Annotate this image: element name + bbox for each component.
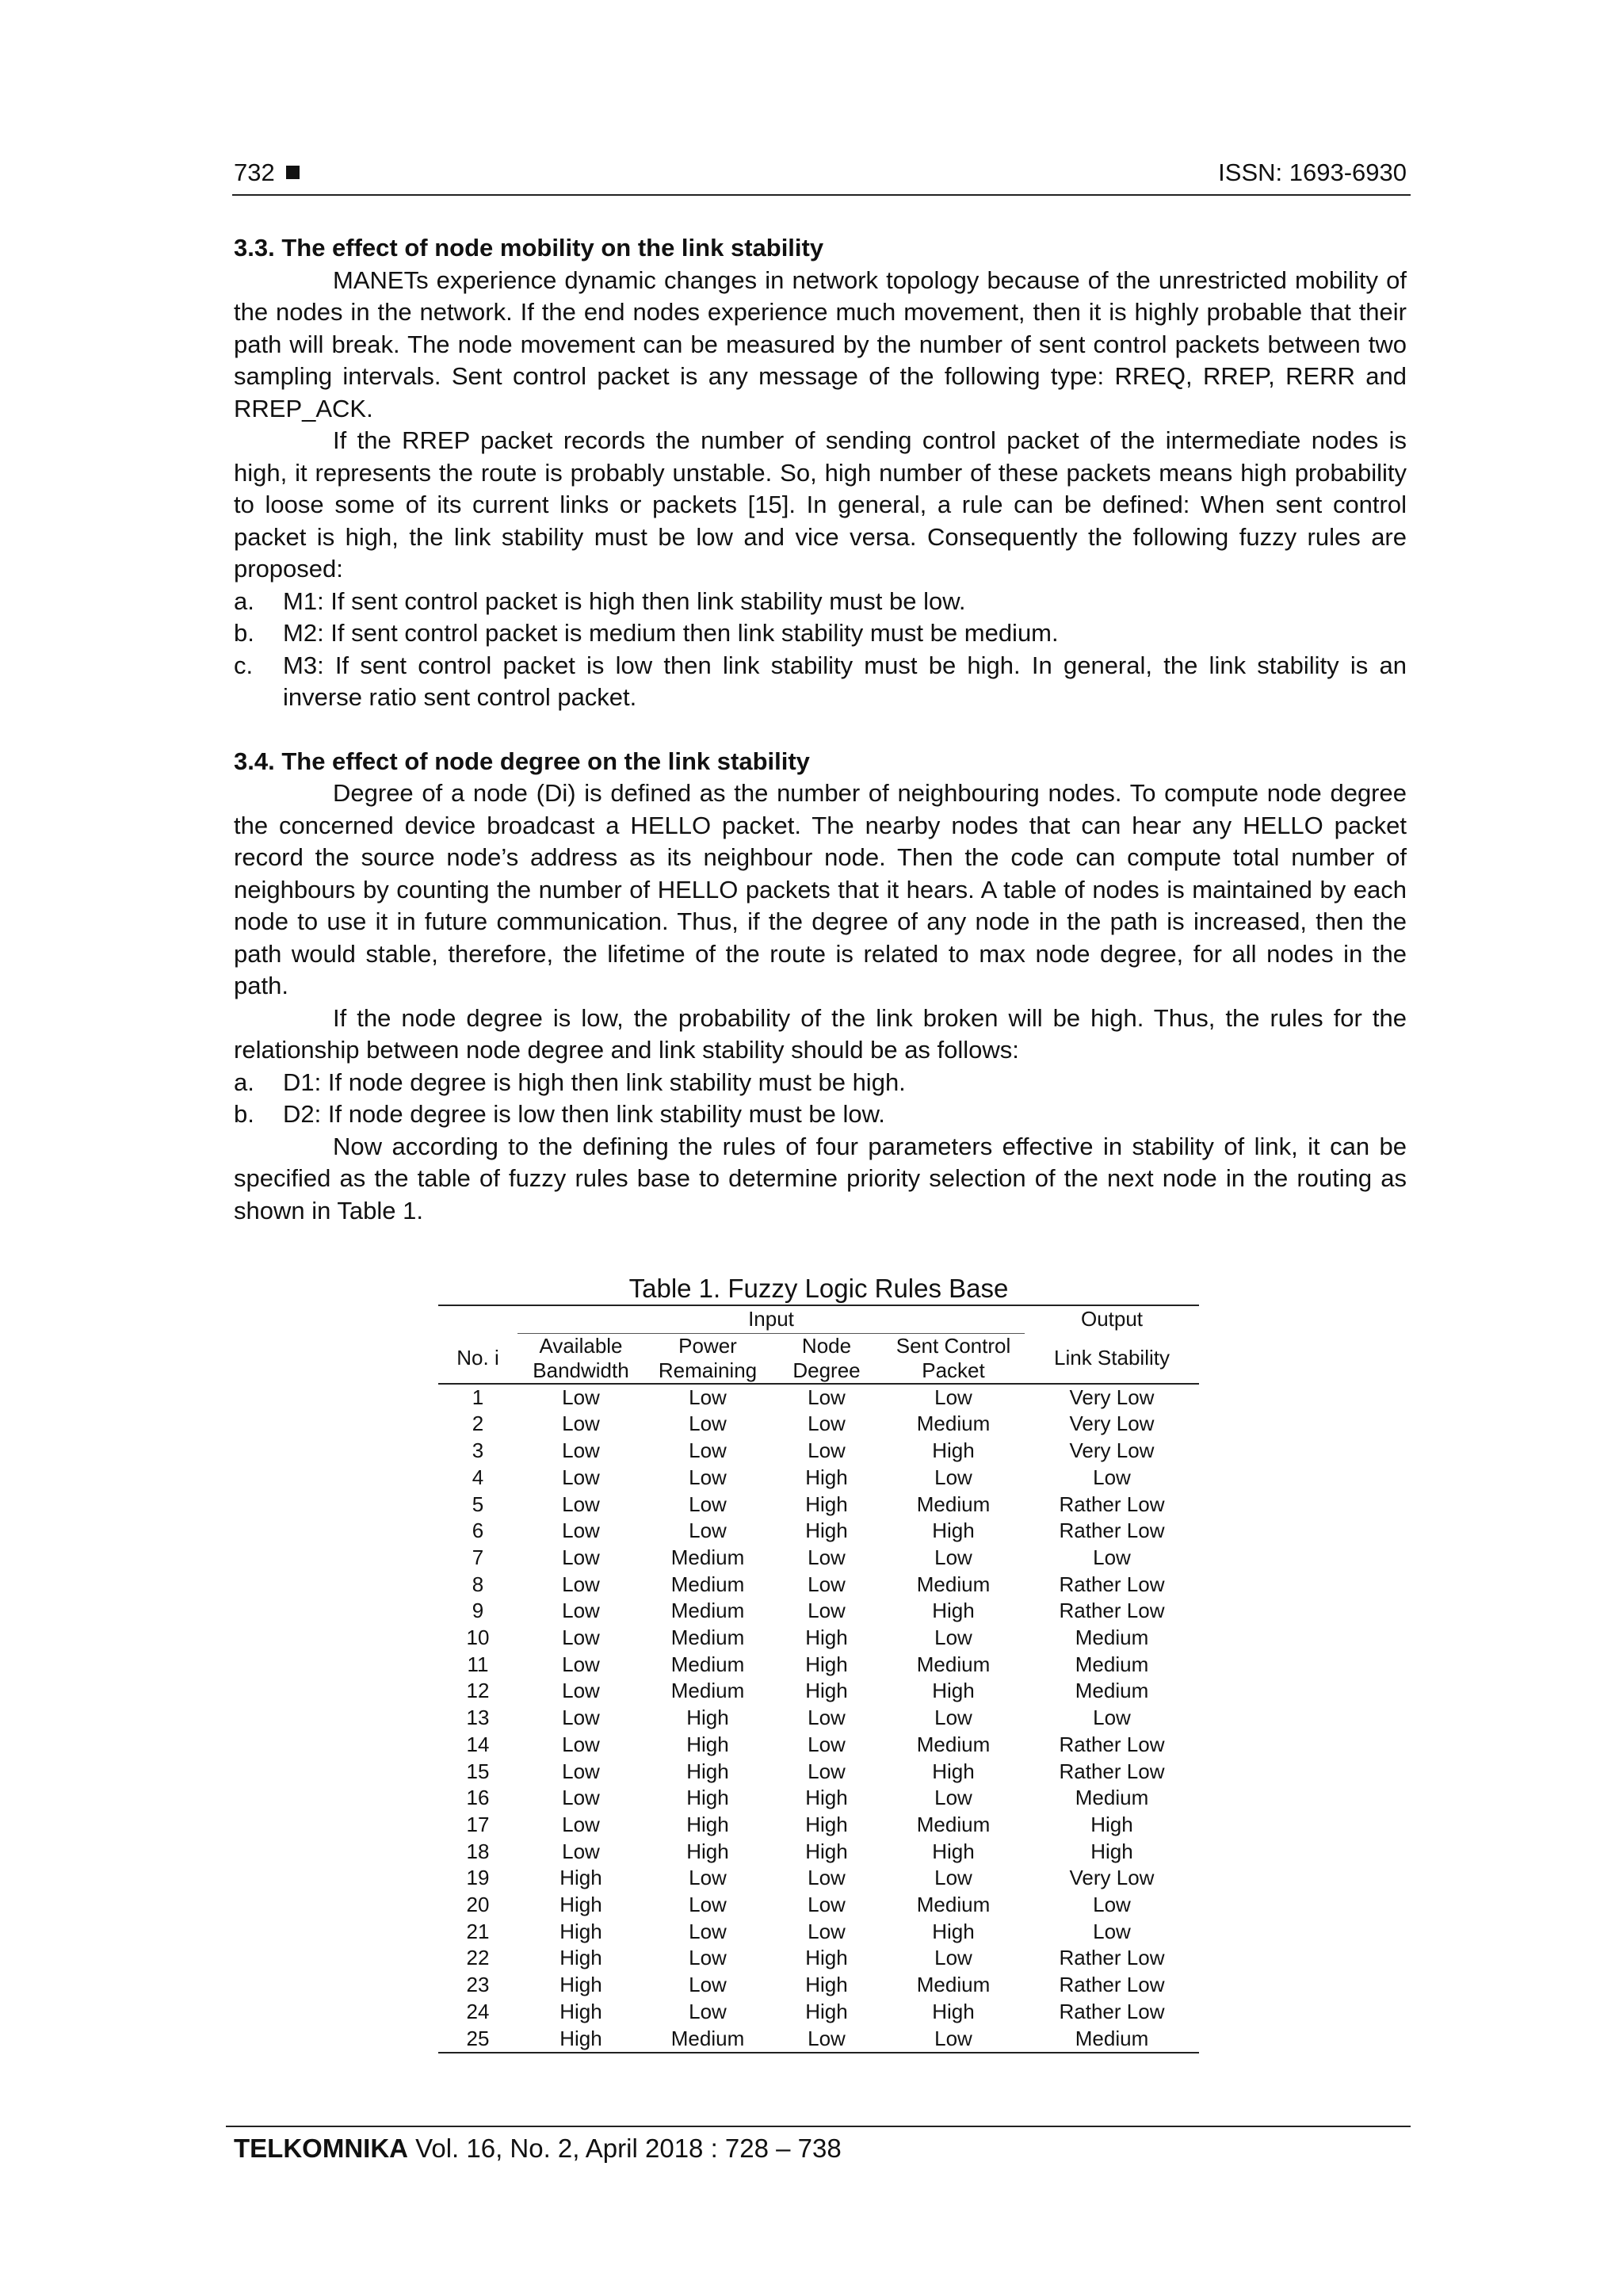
table-cell: Medium (1025, 2026, 1199, 2053)
table-cell: Low (689, 1893, 727, 1917)
table-cell: Medium (916, 1652, 991, 1676)
table-cell: High (805, 1492, 848, 1516)
table-cell: 24 (466, 1999, 490, 2023)
table-cell: High (805, 1839, 848, 1863)
table-cell: High (805, 1519, 848, 1543)
table-cell: Low (562, 1438, 600, 1463)
table-row (438, 1812, 1199, 1839)
table-cell: Low (1093, 1919, 1131, 1943)
table-cell: High (559, 1999, 602, 2023)
table-cell: Medium (670, 1545, 745, 1569)
table-row (438, 2026, 1199, 2053)
table-cell: Low (689, 1492, 727, 1516)
table-cell: Low (882, 2026, 1025, 2053)
table-cell: 8 (472, 1572, 484, 1596)
table-cell: High (932, 1438, 975, 1463)
table-cell: Medium (1075, 1679, 1149, 1703)
table-cell: 2 (472, 1412, 484, 1436)
table-cell: Low (808, 1759, 846, 1783)
degree-rules-list (234, 1067, 1407, 1131)
table-cell: Low (689, 1519, 727, 1543)
table-cell: Low (689, 1973, 727, 1997)
table-cell: High (805, 1465, 848, 1489)
table-cell: Low (562, 1572, 600, 1596)
table-cell: High (805, 1786, 848, 1810)
table-cell: Low (934, 1385, 972, 1409)
table-cell: High (805, 1946, 848, 1970)
list-item: b. D2: If node degree is low then link stability must be low. (234, 1100, 885, 1128)
table-cell: Low (934, 1626, 972, 1650)
table-cell: High (559, 1893, 602, 1917)
table-row (438, 1678, 1199, 1705)
table-cell: Low (808, 1438, 846, 1463)
table-row (438, 1652, 1199, 1679)
table-cell: High (805, 1999, 848, 2023)
table-cell: Low (562, 1679, 600, 1703)
table-row (438, 1945, 1199, 1972)
table-cell: Low (808, 1385, 846, 1409)
table-cell: High (1090, 1812, 1133, 1836)
table-row (438, 1999, 1199, 2026)
table-cell: High (517, 2026, 644, 2053)
table-row (438, 1598, 1199, 1625)
table-row (438, 1732, 1199, 1759)
table-row (438, 1785, 1199, 1812)
header-power-remaining: Power Remaining (644, 1333, 771, 1384)
table-cell: 1 (472, 1385, 484, 1409)
table-cell: High (686, 1812, 729, 1836)
header-link-stability: Link Stability (1025, 1333, 1199, 1384)
table-cell: Medium (916, 1812, 991, 1836)
table-cell: 17 (466, 1812, 490, 1836)
table-row (438, 1518, 1199, 1545)
table-cell: 9 (472, 1599, 484, 1623)
table-cell: Low (562, 1599, 600, 1623)
table-body (438, 1384, 1199, 2053)
table-cell: Low (689, 1438, 727, 1463)
table-cell: 25 (438, 2026, 517, 2053)
table-cell: Medium (916, 1492, 991, 1516)
table-cell: Low (934, 1545, 972, 1569)
table-row (438, 1705, 1199, 1732)
table-cell: Rather Low (1059, 1999, 1165, 2023)
table-row (438, 1384, 1199, 1412)
section-heading-3-3: 3.3. The effect of node mobility on the link stability (234, 234, 824, 262)
table-cell: Low (808, 1893, 846, 1917)
footer-divider (226, 2126, 1411, 2127)
table-cell: High (932, 1599, 975, 1623)
table-cell: 7 (472, 1545, 484, 1569)
table-cell: Very Low (1069, 1412, 1155, 1436)
table-cell: Rather Low (1059, 1572, 1165, 1596)
table-cell: Medium (916, 1732, 991, 1756)
table-cell: Medium (916, 1973, 991, 1997)
table-cell: Low (562, 1626, 600, 1650)
table-row (438, 1545, 1199, 1572)
header-sent-control-packet: Sent Control Packet (882, 1333, 1025, 1384)
table-cell: Rather Low (1059, 1732, 1165, 1756)
table-row (438, 1892, 1199, 1919)
citation: Vol. 16, No. 2, April 2018 : 728 – 738 (415, 2134, 842, 2163)
table-cell: Medium (670, 1652, 745, 1676)
table-cell: High (805, 1679, 848, 1703)
table-cell: Low (808, 1572, 846, 1596)
table-cell: Low (808, 1866, 846, 1890)
table-cell: High (805, 1973, 848, 1997)
table-cell: 21 (466, 1919, 490, 1943)
table-cell: High (686, 1839, 729, 1863)
table-cell: Rather Low (1059, 1973, 1165, 1997)
table-cell: Low (562, 1706, 600, 1730)
issn: ISSN: 1693-6930 (1218, 159, 1407, 186)
header-available-bandwidth: Available Bandwidth (517, 1333, 644, 1384)
table-cell: Medium (916, 1412, 991, 1436)
table-cell: 15 (466, 1759, 490, 1783)
body-text (234, 232, 1407, 1227)
table-cell: Low (689, 1385, 727, 1409)
table-row (438, 1572, 1199, 1599)
table-row (438, 1465, 1199, 1492)
fuzzy-rules-table (438, 1305, 1199, 2053)
table-cell: Low (934, 1866, 972, 1890)
table-row (438, 1759, 1199, 1786)
table-cell: Low (1093, 1545, 1131, 1569)
list-item: a. M1: If sent control packet is high then link stability must be low. (234, 586, 966, 615)
header-input-group: Input (517, 1305, 1025, 1333)
table-cell: High (805, 1812, 848, 1836)
table-cell: Rather Low (1059, 1759, 1165, 1783)
list-item: b. M2: If sent control packet is medium then link stability must be medium. (234, 619, 1059, 647)
table-cell: 6 (472, 1519, 484, 1543)
table-cell: High (932, 1919, 975, 1943)
paragraph: If the node degree is low, the probability of the link broken will be high. Thus, the rules for the relationship between node degree and link stability should be as follows: (234, 1003, 1407, 1064)
table-row (438, 1492, 1199, 1519)
table-cell: Medium (670, 1572, 745, 1596)
table-cell: 5 (472, 1492, 484, 1516)
table-row (438, 1625, 1199, 1652)
table-cell: 22 (466, 1946, 490, 1970)
table-cell: Low (562, 1492, 600, 1516)
table-cell: Low (689, 1412, 727, 1436)
table-cell: 20 (466, 1893, 490, 1917)
table-cell: Low (934, 1706, 972, 1730)
table-cell: 10 (466, 1626, 490, 1650)
table-caption: Table 1. Fuzzy Logic Rules Base (628, 1274, 1009, 1303)
page-number: 732 (234, 157, 300, 189)
table-row (438, 1919, 1199, 1946)
table-cell: Low (934, 1946, 972, 1970)
table-cell: Low (1093, 1465, 1131, 1489)
table-cell: Low (771, 2026, 882, 2053)
table-cell: Medium (916, 1572, 991, 1596)
table-cell: Very Low (1069, 1866, 1155, 1890)
table-cell: 19 (466, 1866, 490, 1890)
table-cell: Low (808, 1545, 846, 1569)
table-cell: Low (562, 1519, 600, 1543)
table-cell: Medium (1075, 1786, 1149, 1810)
paragraph: Degree of a node (Di) is defined as the number of neighbouring nodes. To compute node degree the concerned device broadcast a HELLO packet. The nearby nodes that can hear any HELLO packet record the source node’s address as its neighbour node. Then the code can compute total number of neighbours by counting the number of HELLO packets that it hears. A table of nodes is maintained by each node to use it in future communication. Thus, if the degree of any node in the path is increased, then the path would stable, therefore, the lifetime of the route is related to max node degree, for all nodes in the path. (234, 779, 1407, 999)
table-cell: Low (808, 1919, 846, 1943)
table-cell: High (559, 1973, 602, 1997)
table-cell: 23 (466, 1973, 490, 1997)
table-cell: Rather Low (1059, 1946, 1165, 1970)
paragraph: If the RREP packet records the number of sending control packet of the intermediate nodes is high, it represents the route is probably unstable. So, high number of these packets means high probability to loose some of its current links or packets [15]. In general, a rule can be defined: When sent control packet is high, the link stability must be low and vice versa. Consequently the following fuzzy rules are proposed: (234, 426, 1407, 583)
table-row (438, 1411, 1199, 1438)
table-cell: 13 (466, 1706, 490, 1730)
table-cell: Low (1093, 1706, 1131, 1730)
table-cell: 12 (466, 1679, 490, 1703)
table-cell: Low (808, 1706, 846, 1730)
table-cell: Low (934, 1786, 972, 1810)
table-cell: High (686, 1759, 729, 1783)
table-cell: High (932, 1759, 975, 1783)
table-cell: 3 (472, 1438, 484, 1463)
table-cell: Medium (1075, 1626, 1149, 1650)
table-cell: 18 (466, 1839, 490, 1863)
table-cell: High (1090, 1839, 1133, 1863)
table-cell: Rather Low (1059, 1519, 1165, 1543)
table-1 (438, 1273, 1199, 2053)
table-cell: Medium (670, 1599, 745, 1623)
table-cell: Very Low (1069, 1385, 1155, 1409)
table-cell: Medium (670, 1679, 745, 1703)
table-cell: Low (689, 1999, 727, 2023)
table-cell: Low (562, 1839, 600, 1863)
table-cell: Low (689, 1946, 727, 1970)
table-cell: Medium (1075, 1652, 1149, 1676)
table-cell: High (559, 1919, 602, 1943)
table-cell: High (932, 1999, 975, 2023)
table-cell: Medium (644, 2026, 771, 2053)
table-cell: Low (562, 1786, 600, 1810)
table-cell: Low (1093, 1893, 1131, 1917)
table-row (438, 1438, 1199, 1465)
table-cell: Rather Low (1059, 1492, 1165, 1516)
table-cell: High (686, 1732, 729, 1756)
table-cell: High (805, 1652, 848, 1676)
table-cell: Low (808, 1599, 846, 1623)
table-cell: High (559, 1946, 602, 1970)
table-cell: Rather Low (1059, 1599, 1165, 1623)
table-cell: High (932, 1839, 975, 1863)
table-row (438, 1865, 1199, 1892)
table-cell: Low (562, 1465, 600, 1489)
table-cell: Low (562, 1759, 600, 1783)
journal-name: TELKOMNIKA (234, 2134, 408, 2163)
table-cell: Low (934, 1465, 972, 1489)
table-cell: High (559, 1866, 602, 1890)
table-cell: Low (562, 1652, 600, 1676)
table-cell: Low (562, 1412, 600, 1436)
square-bullet-icon (286, 166, 300, 179)
table-cell: Low (562, 1812, 600, 1836)
table-cell: 16 (466, 1786, 490, 1810)
table-cell: 11 (467, 1652, 489, 1676)
table-cell: Low (808, 1732, 846, 1756)
mobility-rules-list (234, 586, 1407, 714)
header-no: No. i (438, 1333, 517, 1384)
table-cell: High (932, 1679, 975, 1703)
table-cell: Low (562, 1385, 600, 1409)
table-cell: High (686, 1786, 729, 1810)
header-divider (232, 194, 1411, 196)
header-node-degree: Node Degree (771, 1333, 882, 1384)
table-cell: Medium (916, 1893, 991, 1917)
table-cell: Very Low (1069, 1438, 1155, 1463)
table-cell: Low (689, 1866, 727, 1890)
table-cell: Low (562, 1732, 600, 1756)
list-item: a. D1: If node degree is high then link stability must be high. (234, 1068, 906, 1096)
paragraph: Now according to the defining the rules of four parameters effective in stability of link, it can be specified as the table of fuzzy rules base to determine priority selection of the next node in the routing as shown in Table 1. (234, 1132, 1407, 1224)
section-heading-3-4: 3.4. The effect of node degree on the link stability (234, 747, 810, 775)
header-output-group: Output (1025, 1305, 1199, 1333)
table-cell: High (932, 1519, 975, 1543)
table-cell: Low (808, 1412, 846, 1436)
list-item: c. M3: If sent control packet is low then link stability must be high. In general, the link stability is an inverse ratio sent control packet. (234, 651, 1407, 711)
table-cell: Low (562, 1545, 600, 1569)
table-cell: Low (689, 1465, 727, 1489)
table-cell: Low (689, 1919, 727, 1943)
table-row (438, 1839, 1199, 1866)
paragraph: MANETs experience dynamic changes in network topology because of the unrestricted mobility of the nodes in the network. If the end nodes experience much movement, then it is highly probable that their path will break. The node movement can be measured by the number of sent control packets between two sampling intervals. Sent control packet is any message of the following type: RREQ, RREP, RERR and RREP_ACK. (234, 266, 1407, 422)
page-footer (234, 2132, 842, 2165)
table-cell: High (805, 1626, 848, 1650)
table-cell: 14 (466, 1732, 490, 1756)
table-row (438, 1972, 1199, 1999)
table-cell: 4 (472, 1465, 484, 1489)
table-cell: Medium (670, 1626, 745, 1650)
table-cell: High (686, 1706, 729, 1730)
